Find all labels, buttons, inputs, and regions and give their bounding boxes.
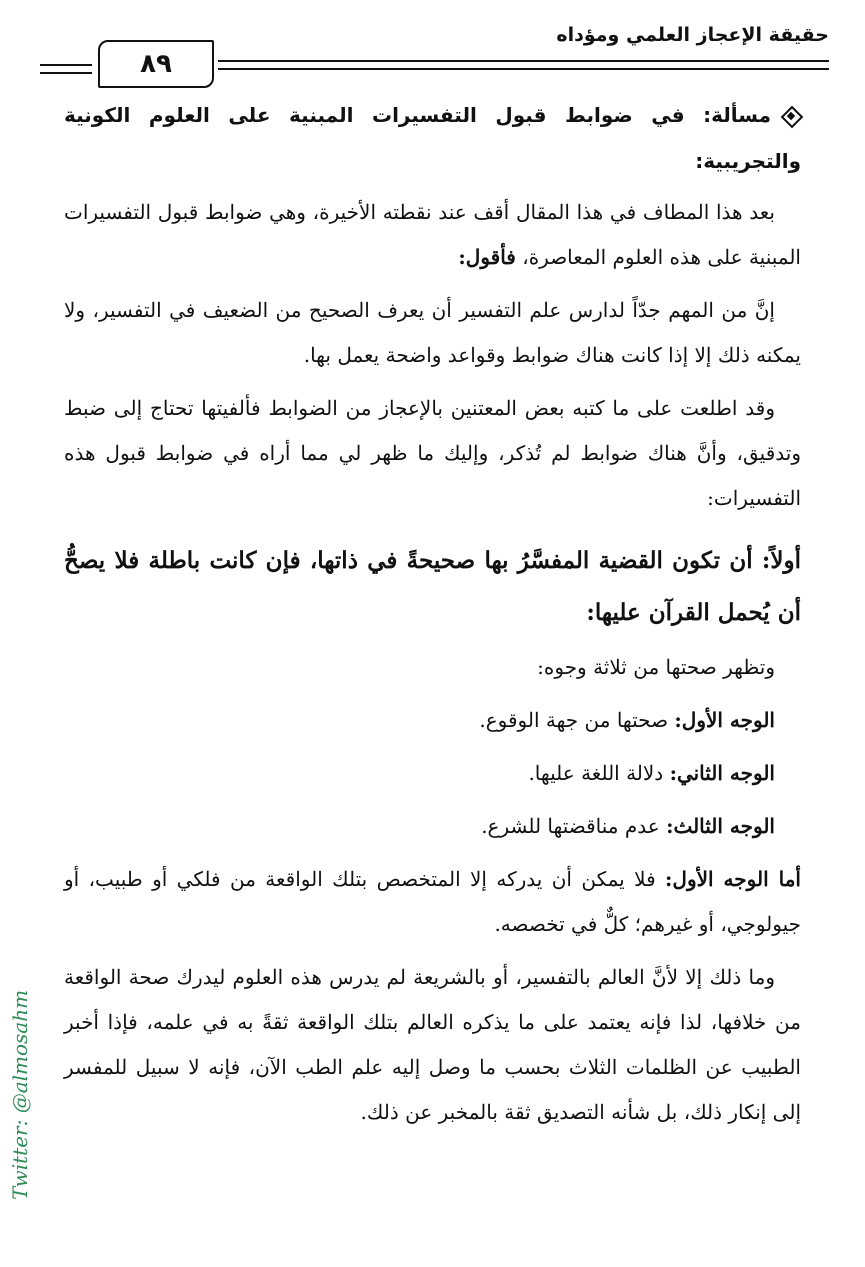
explanation-paragraph: وما ذلك إلا لأنَّ العالم بالتفسير، أو بالشريعة لم يدرس هذه العلوم ليدرك صحة الواقعة من خلافها، لذا فإنه يعتمد على ما يذكره العالم بتلك الواقعة ثقةً به في علمه، فإذا أخبر الطبيب عن الظلمات الثلاث بحسب ما وصل إليه علم الطب الآن، فإنه لا سبيل للمفسر إلى إنكار ذلك، بل شأنه التصديق ثقة بالمخبر عن ذلك. xyxy=(64,965,801,1124)
aspect-item xyxy=(64,751,801,796)
issue-heading xyxy=(64,92,801,184)
aspect-label: الوجه الأول: xyxy=(674,708,775,732)
rule-one-intro: وتظهر صحتها من ثلاثة وجوه: xyxy=(537,655,775,679)
aspect-label: الوجه الثاني: xyxy=(669,761,775,785)
issue-label: مسألة: xyxy=(703,103,771,127)
page-content xyxy=(64,92,801,1143)
aspect-text: عدم مناقضتها للشرع. xyxy=(481,814,667,838)
header-rule xyxy=(218,60,829,70)
issue-title: في ضوابط قبول التفسيرات المبنية على العلوم الكونية والتجريبية: xyxy=(64,103,801,173)
diamond-bullet-icon xyxy=(781,106,801,126)
paragraph-1-text: بعد هذا المطاف في هذا المقال أقف عند نقطته الأخيرة، وهي ضوابط قبول التفسيرات المبنية على هذه العلوم المعاصرة، xyxy=(64,200,801,269)
paragraph-2: إنَّ من المهم جدّاً لدارس علم التفسير أن يعرف الصحيح من الضعيف في التفسير، ولا يمكنه ذلك إلا إذا كانت هناك ضوابط وقواعد واضحة يعمل بها. xyxy=(64,298,801,367)
aspect-item xyxy=(64,804,801,849)
paragraph-1-bold: فأقول: xyxy=(458,245,516,269)
rule-one-heading: أولاً: أن تكون القضية المفسَّرُ بها صحيحةً في ذاتها، فإن كانت باطلة فلا يصحُّ أن يُحمل القرآن عليها: xyxy=(64,547,801,626)
page-number: ٨٩ xyxy=(98,40,214,88)
header-rule-left xyxy=(40,64,92,74)
aspect-text: دلالة اللغة عليها. xyxy=(528,761,670,785)
aspect-text: صحتها من جهة الوقوع. xyxy=(479,708,675,732)
twitter-watermark: Twitter: @almosahm xyxy=(8,989,32,1200)
running-title: حقيقة الإعجاز العلمي ومؤداه xyxy=(556,24,829,46)
first-aspect-text: فلا يمكن أن يدركه إلا المتخصص بتلك الواقعة من فلكي أو طبيب، أو جيولوجي، أو غيرهم؛ كلٌّ في تخصصه. xyxy=(64,867,801,936)
paragraph-1 xyxy=(64,190,801,280)
running-header xyxy=(40,20,829,80)
first-aspect-label: أما الوجه الأول: xyxy=(665,867,801,891)
aspect-item xyxy=(64,698,801,743)
first-aspect-paragraph xyxy=(64,857,801,947)
paragraph-3: وقد اطلعت على ما كتبه بعض المعتنين بالإعجاز من الضوابط فألفيتها تحتاج إلى ضبط وتدقيق، وأنَّ هناك ضوابط لم تُذكر، وإليك ما ظهر لي مما أراه في ضوابط قبول هذه التفسيرات: xyxy=(64,396,801,510)
aspect-label: الوجه الثالث: xyxy=(666,814,775,838)
